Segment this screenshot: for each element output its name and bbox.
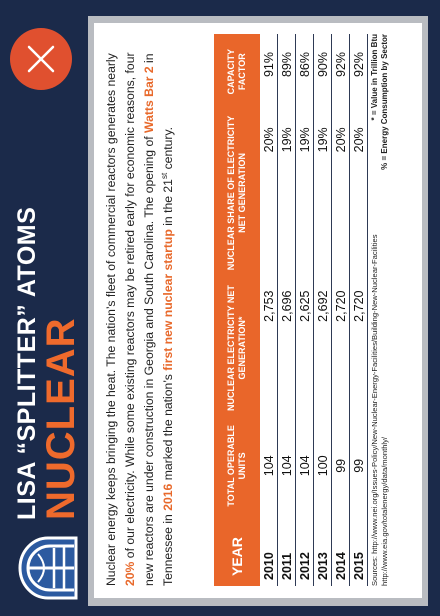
intro-text-5: in the 21 [161, 179, 175, 230]
cell-share: 20% [260, 109, 278, 276]
table-row [332, 34, 350, 586]
source-link-eia[interactable]: http://www.eia.gov/totalenergy/data/monthly/ [380, 436, 389, 586]
table-row [296, 34, 314, 586]
cell-share: 20% [332, 109, 350, 276]
legend [370, 34, 390, 170]
cell-year: 2012 [296, 512, 314, 586]
cell-share: 19% [278, 109, 296, 276]
close-icon [25, 43, 57, 75]
cell-year: 2011 [278, 512, 296, 586]
data-table [214, 34, 368, 586]
col-header-share: NUCLEAR SHARE OF ELECTRICITY NET GENERATION [214, 109, 260, 276]
content-panel [88, 16, 428, 606]
cell-year: 2010 [260, 512, 278, 586]
legend-value-note: * = Value in Trillion Btu [370, 34, 379, 121]
highlight-watts-bar: Watts Bar 2 [142, 66, 156, 133]
cell-share: 20% [350, 109, 368, 276]
cell-capacity: 92% [350, 34, 368, 109]
table-row [278, 34, 296, 586]
card-name: LISA “SPLITTER” ATOMS [13, 206, 41, 520]
col-header-generation: NUCLEAR ELECTRICITY NET GENERATION* [214, 277, 260, 420]
highlight-share: 20% [123, 561, 137, 586]
cell-units: 99 [350, 420, 368, 512]
cell-year: 2015 [350, 512, 368, 586]
legend-percent-note: % = Energy Consumption by Sector [380, 34, 389, 170]
cell-year: 2014 [332, 512, 350, 586]
table-row [260, 34, 278, 586]
cell-share: 19% [296, 109, 314, 276]
table-header-row [214, 34, 260, 586]
atom-logo-icon [18, 534, 80, 602]
source-link-nei[interactable]: Sources: http://www.nei.org/Issues-Policy/New-Nuclear-Energy-Facilities/Building-New-Nuclear-Facilities [370, 234, 379, 586]
intro-text [102, 31, 178, 586]
sources [370, 226, 390, 586]
cell-capacity: 86% [296, 34, 314, 109]
cell-capacity: 89% [278, 34, 296, 109]
highlight-startup: first new nuclear startup [161, 229, 175, 371]
cell-generation: 2,696 [278, 277, 296, 420]
intro-text-3: in Tennessee in [142, 53, 175, 586]
cell-units: 104 [296, 420, 314, 512]
cell-share: 19% [314, 109, 332, 276]
card-title: NUCLEAR [39, 317, 83, 520]
col-header-units: TOTAL OPERABLE UNITS [214, 420, 260, 512]
intro-text-4: marked the nation’s [161, 370, 175, 484]
col-header-capacity: CAPACITY FACTOR [214, 34, 260, 109]
table-row [350, 34, 368, 586]
cell-units: 99 [332, 420, 350, 512]
table-row [314, 34, 332, 586]
cell-units: 104 [278, 420, 296, 512]
cell-capacity: 92% [332, 34, 350, 109]
cell-generation: 2,692 [314, 277, 332, 420]
highlight-year: 2016 [161, 483, 175, 511]
cell-capacity: 90% [314, 34, 332, 109]
col-header-year: YEAR [214, 512, 260, 586]
cell-generation: 2,625 [296, 277, 314, 420]
header [14, 50, 81, 520]
close-button[interactable] [10, 28, 72, 90]
cell-year: 2013 [314, 512, 332, 586]
cell-generation: 2,720 [350, 277, 368, 420]
cell-generation: 2,720 [332, 277, 350, 420]
cell-units: 104 [260, 420, 278, 512]
intro-text-1: Nuclear energy keeps bringing the heat. The nation’s fleet of commercial reactors generates nearly [104, 53, 118, 586]
cell-units: 100 [314, 420, 332, 512]
cell-capacity: 91% [260, 34, 278, 109]
content-inner [94, 23, 422, 598]
cell-generation: 2,753 [260, 277, 278, 420]
intro-superscript: st [159, 172, 169, 180]
intro-text-6: century. [161, 126, 175, 173]
intro-text-2: of our electricity. While some existing reactors may be retired early for economic reasons, four new reactors are under construction in Georgia and South Carolina. The opening of [123, 52, 156, 586]
table-body [260, 34, 368, 586]
